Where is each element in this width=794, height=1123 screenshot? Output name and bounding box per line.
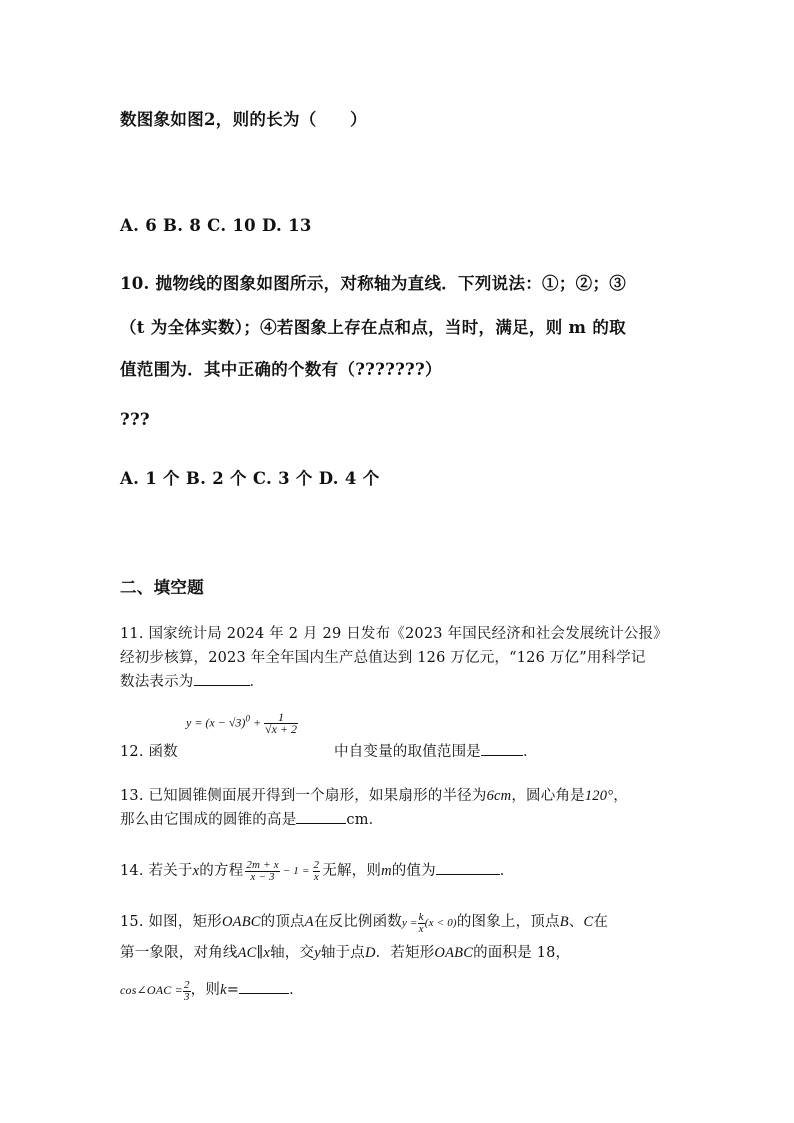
q14-equation [245,860,320,883]
q13-unit: cm． [346,812,384,828]
q11-text: 数法表示为 [120,674,194,690]
q11-line-3 [120,670,264,691]
q14-frac-2 [313,860,321,883]
q15-ac-parallel-x: AC∥x [237,945,271,961]
q14-answer-blank[interactable] [436,860,500,875]
q14-frac-1-den: x − 3 [250,870,275,883]
q14-line [120,859,515,883]
q10-line-4: ??? [120,410,150,429]
q15-func-y: y = [402,917,418,929]
q15-cos-den: 3 [183,990,190,1003]
q13-answer-blank[interactable] [296,809,346,824]
q13-text-a: 13. 已知圆锥侧面展开得到一个扇形，如果扇形的半径为 [120,788,487,804]
q15-cos-num: 2 [183,978,190,991]
q15-sep: 、 [568,914,584,930]
q14-frac-1-num: 2m + x [246,858,279,871]
q15-line-2 [120,941,570,962]
q15-function [402,910,457,935]
q15-text-j: 的面积是 18， [473,945,571,961]
q15-func-frac [418,912,425,935]
q14-frac-2-num: 2 [313,858,320,871]
q11-line-1: 11. 国家统计局 2024 年 2 月 29 日发布《2023 年国民经济和社会发展统计公报》 [120,626,669,642]
q9-stem-tail: 数图象如图2，则的长为（ ） [120,110,367,129]
q15-text-d: 的图象上，顶点 [456,914,560,930]
q15-oabc-2: OABC [434,945,474,961]
q15-text-i: ．若矩形 [375,945,435,961]
q15-point-c: C [583,914,594,930]
q10-line-1: 10. 抛物线的图象如图所示，对称轴为直线．下列说法：①；②；③ [120,274,627,293]
q12-answer-blank[interactable] [481,741,523,756]
q12-formula-plus: + [252,715,262,730]
q12-frac-den: √x + 2 [265,722,298,736]
q15-func-den: x [418,922,424,935]
q12-fraction [264,712,298,735]
q11-line-2: 经初步核算，2023 年全年国内生产总值达到 126 万亿元，“126 万亿”用科学记 [120,650,646,666]
q14-var-x: x [192,863,200,879]
q13-text-c: ， [613,788,628,804]
q15-point-a: A [304,914,314,930]
q11-answer-blank[interactable] [194,671,250,686]
q11-end: ． [249,674,265,690]
q13-line-1 [120,784,628,805]
q15-text-c: 在反比例函数 [313,914,403,930]
q15-text-h: 轴于点 [320,945,365,961]
q14-text-c: 无解，则 [322,863,382,879]
q13-line-2 [120,808,383,829]
q14-text-a: 14. 若关于 [120,863,193,879]
q12-suffix [334,740,538,761]
q15-text-g: 轴，交 [270,945,315,961]
q15-end: ． [289,982,304,998]
q15-point-b: B [559,914,569,930]
q15-line-3 [120,978,304,1003]
q12-suffix-text: 中自变量的取值范围是 [334,744,481,760]
q15-point-d: D [364,945,376,961]
q15-func-cond: (x < 0) [424,917,457,929]
q15-eq: = [226,982,240,998]
section-heading-fill-in: 二、填空题 [120,578,204,597]
q12-formula-exp: 0 [245,713,250,724]
q15-text-b: 的顶点 [260,914,305,930]
q10-options: A. 1 个 B. 2 个 C. 3 个 D. 4 个 [120,469,380,488]
q15-answer-blank[interactable] [239,979,289,994]
q15-func-num: k [418,910,424,923]
q10-line-2: （t 为全体实数）；④若图象上存在点和点，当时，满足，则 m 的取 [120,318,626,337]
q12-frac-num: 1 [264,712,298,724]
q12-end: ． [523,744,538,760]
q15-cos-expr [120,978,191,1003]
q15-cos-lhs: cos∠OAC = [120,983,183,997]
q13-radius: 6cm [486,788,512,804]
q14-frac-1 [245,860,279,883]
q15-var-k: k [220,982,227,998]
q15-text-k: ，则 [190,982,221,998]
q15-cos-frac [183,980,191,1003]
q14-minus-one: − 1 = [282,864,310,877]
q13-text-b: ，圆心角是 [511,788,585,804]
q13-text-d: 那么由它围成的圆锥的高是 [120,812,297,828]
q9-options: A. 6 B. 8 C. 10 D. 13 [120,216,312,235]
q12-formula-y: y = (x − √3) [186,715,246,730]
q15-oabc: OABC [221,914,261,930]
q15-text-a: 15. 如图，矩形 [120,914,222,930]
q15-text-f: 第一象限，对角线 [120,945,238,961]
q15-line-1 [120,910,608,935]
q14-frac-2-den: x [313,870,319,883]
q10-line-3: 值范围为．其中正确的个数有（???????） [120,360,442,379]
q12-formula [186,712,298,735]
q14-var-m: m [381,863,392,879]
q14-text-b: 的方程 [199,863,244,879]
q14-text-d: 的值为 [391,863,436,879]
q13-angle: 120° [584,788,614,804]
q15-y-var: y [314,945,321,961]
q12-prefix: 12. 函数 [120,744,178,760]
q15-text-e: 在 [593,914,609,930]
q14-end: ． [499,863,515,879]
